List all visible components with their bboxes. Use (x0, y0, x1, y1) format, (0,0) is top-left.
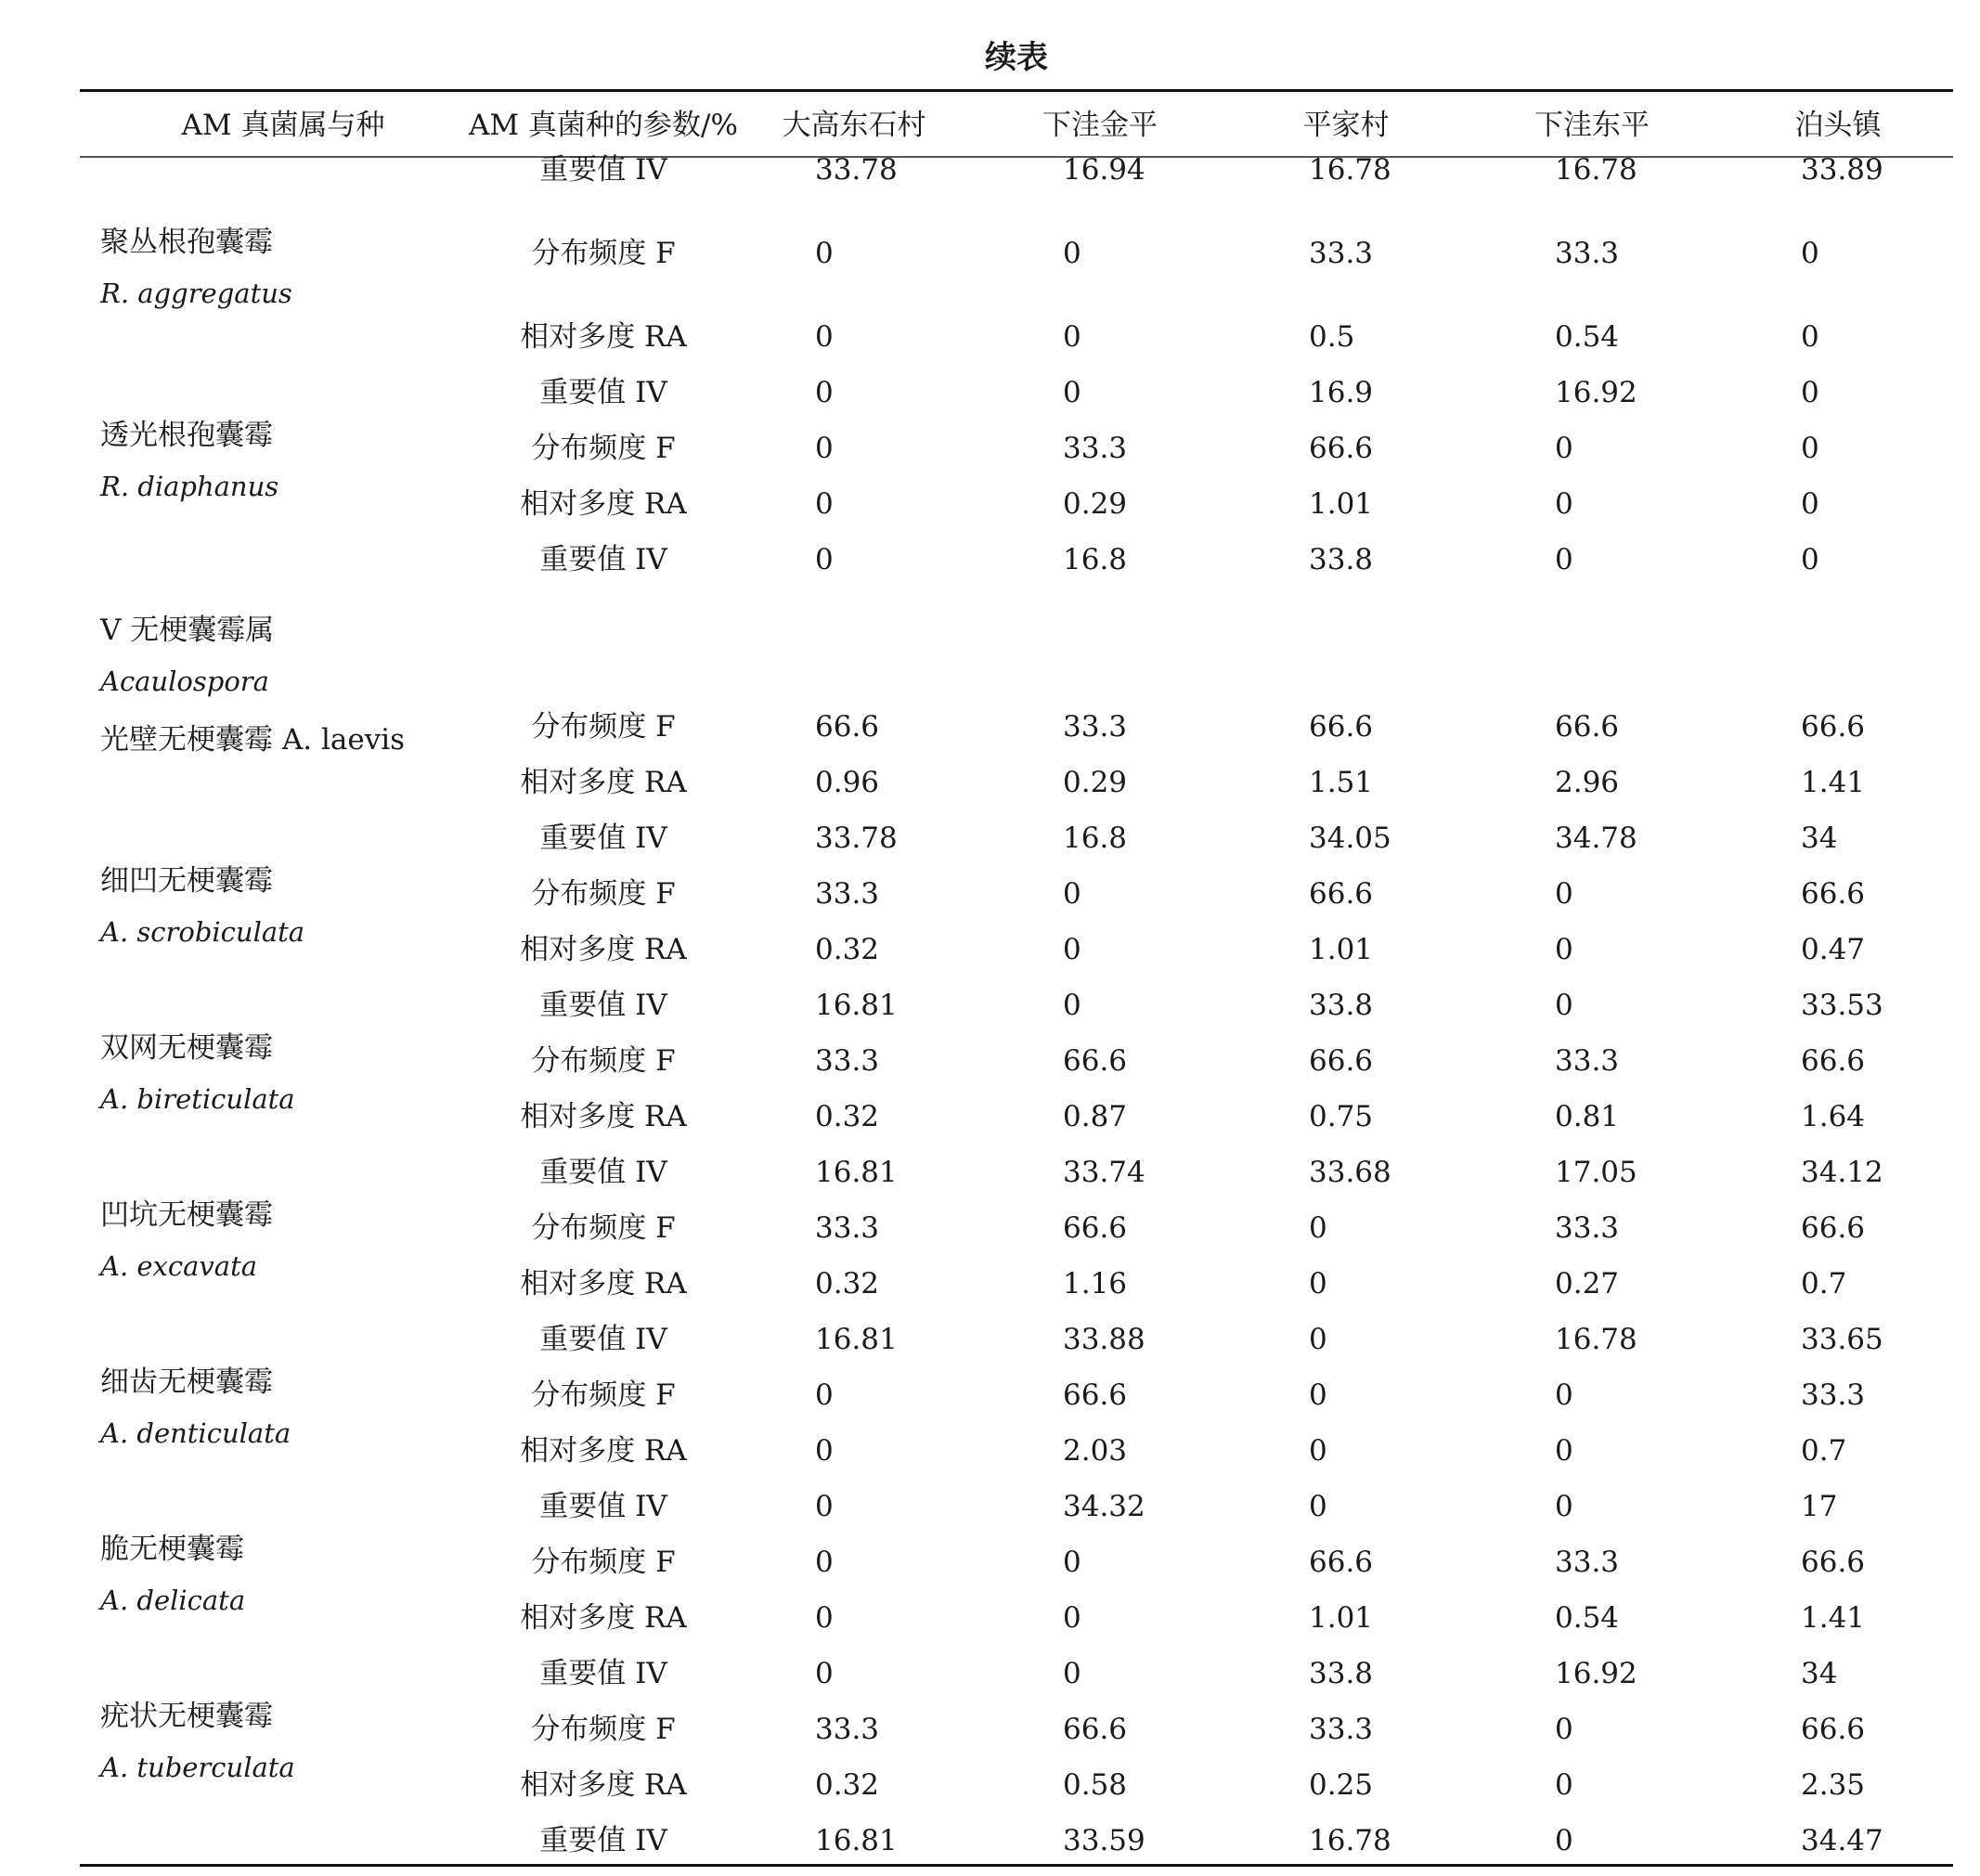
table-cell-value: 1.01 (1309, 487, 1374, 521)
table-title: 续表 (985, 39, 1048, 76)
table-cell-value: 0 (815, 487, 834, 521)
bottom-rule (80, 1864, 1953, 1867)
table-cell-value: 0.54 (1555, 320, 1620, 354)
table-cell-value: 33.89 (1801, 153, 1883, 187)
parameter-label: 分布频度 F (531, 432, 676, 465)
table-cell-value: 34.32 (1063, 1490, 1145, 1523)
parameter-label: 重要值 IV (539, 1156, 667, 1189)
table-cell-value: 33.3 (1063, 710, 1128, 744)
table-cell-value: 16.78 (1309, 1824, 1391, 1857)
table-cell-value: 0 (1555, 1434, 1573, 1468)
table-cell-value: 17.05 (1555, 1156, 1637, 1189)
parameter-label: 相对多度 RA (520, 487, 687, 521)
column-header: 大高东石村 (782, 109, 926, 142)
table-cell-value: 33.3 (1555, 1211, 1620, 1245)
table-cell-value: 33.3 (1063, 432, 1128, 465)
table-cell-value: 16.81 (815, 1156, 898, 1189)
table-cell-value: 33.78 (815, 153, 898, 187)
column-header: AM 真菌属与种 (181, 109, 385, 142)
species-latin-name: A. scrobiculata (100, 916, 305, 948)
species-latin-name: A. delicata (100, 1585, 246, 1616)
parameter-label: 分布频度 F (531, 1713, 676, 1746)
table-cell-value: 2.03 (1063, 1434, 1128, 1468)
species-latin-name: Acaulospora (100, 666, 269, 697)
species-name: 光壁无梗囊霉 A. laevis (100, 723, 406, 757)
table-cell-value: 16.81 (815, 989, 898, 1022)
table-cell-value: 33.3 (815, 1211, 880, 1245)
parameter-label: 相对多度 RA (520, 1267, 687, 1300)
table-cell-value: 0.29 (1063, 766, 1128, 799)
table-cell-value: 0 (1555, 487, 1573, 521)
column-header: AM 真菌种的参数/% (469, 109, 738, 142)
table-cell-value: 33.3 (1801, 1378, 1866, 1412)
species-latin-name: R. aggregatus (100, 278, 292, 309)
species-latin-name: A. excavata (100, 1250, 258, 1282)
parameter-label: 重要值 IV (539, 989, 667, 1022)
table-cell-value: 0.32 (815, 1100, 880, 1133)
table-cell-value: 0.75 (1309, 1100, 1374, 1133)
species-name: V 无梗囊霉属 (100, 614, 275, 647)
table-cell-value: 0.81 (1555, 1100, 1620, 1133)
column-header: 下洼东平 (1534, 109, 1650, 142)
table-cell-value: 0 (1801, 237, 1819, 270)
table-cell-value: 66.6 (1309, 710, 1374, 744)
table-cell-value: 16.8 (1063, 543, 1128, 576)
table-cell-value: 33.65 (1801, 1323, 1883, 1356)
table-cell-value: 0.32 (815, 933, 880, 966)
table-cell-value: 34 (1801, 822, 1838, 855)
table-cell-value: 1.64 (1801, 1100, 1866, 1133)
table-cell-value: 0 (1555, 1378, 1573, 1412)
table-cell-value: 1.01 (1309, 1601, 1374, 1635)
table-cell-value: 0 (815, 432, 834, 465)
table-cell-value: 16.94 (1063, 153, 1145, 187)
table-cell-value: 0 (1555, 543, 1573, 576)
table-cell-value: 0.7 (1801, 1267, 1847, 1300)
table-cell-value: 0.7 (1801, 1434, 1847, 1468)
table-cell-value: 0 (1309, 1323, 1327, 1356)
table-cell-value: 0 (1801, 376, 1819, 409)
species-latin-name: A. denticulata (100, 1417, 291, 1449)
table-cell-value: 1.16 (1063, 1267, 1128, 1300)
table-cell-value: 33.3 (815, 877, 880, 911)
table-cell-value: 66.6 (1309, 432, 1374, 465)
parameter-label: 重要值 IV (539, 1323, 667, 1356)
table-cell-value: 34.78 (1555, 822, 1637, 855)
table-cell-value: 0 (1063, 320, 1081, 354)
table-cell-value: 33.3 (1555, 1044, 1620, 1078)
table-cell-value: 0 (1555, 1768, 1573, 1802)
table-cell-value: 66.6 (1801, 877, 1866, 911)
table-cell-value: 33.8 (1309, 989, 1374, 1022)
table-cell-value: 0.58 (1063, 1768, 1128, 1802)
parameter-label: 分布频度 F (531, 1211, 676, 1245)
species-name: 疣状无梗囊霉 (100, 1700, 273, 1733)
table-cell-value: 0.96 (815, 766, 880, 799)
table-cell-value: 0 (1801, 543, 1819, 576)
species-latin-name: A. tuberculata (100, 1752, 295, 1783)
table-cell-value: 16.78 (1555, 1323, 1637, 1356)
table-cell-value: 16.78 (1309, 153, 1391, 187)
species-latin-name: R. diaphanus (100, 471, 279, 502)
parameter-label: 重要值 IV (539, 376, 667, 409)
parameter-label: 相对多度 RA (520, 933, 687, 966)
table-cell-value: 34.05 (1309, 822, 1391, 855)
table-cell-value: 2.96 (1555, 766, 1620, 799)
table-cell-value: 0 (1063, 1546, 1081, 1579)
table-cell-value: 0 (815, 543, 834, 576)
table-cell-value: 33.3 (1309, 237, 1374, 270)
table-cell-value: 1.01 (1309, 933, 1374, 966)
table-cell-value: 0 (1555, 1490, 1573, 1523)
species-name: 细齿无梗囊霉 (100, 1365, 273, 1399)
table-cell-value: 33.78 (815, 822, 898, 855)
table-cell-value: 1.51 (1309, 766, 1374, 799)
table-cell-value: 16.9 (1309, 376, 1374, 409)
table-cell-value: 33.59 (1063, 1824, 1145, 1857)
parameter-label: 重要值 IV (539, 153, 667, 187)
parameter-label: 相对多度 RA (520, 1434, 687, 1468)
table-cell-value: 66.6 (1555, 710, 1620, 744)
parameter-label: 分布频度 F (531, 1546, 676, 1579)
table-cell-value: 0 (1555, 877, 1573, 911)
parameter-label: 分布频度 F (531, 877, 676, 911)
table-cell-value: 66.6 (1801, 1044, 1866, 1078)
table-cell-value: 34 (1801, 1657, 1838, 1690)
species-name: 双网无梗囊霉 (100, 1031, 273, 1065)
table-cell-value: 33.74 (1063, 1156, 1145, 1189)
table-cell-value: 0 (1801, 487, 1819, 521)
top-rule (80, 89, 1953, 92)
species-name: 凹坑无梗囊霉 (100, 1198, 273, 1232)
table-cell-value: 0.25 (1309, 1768, 1374, 1802)
table-cell-value: 0 (1555, 1824, 1573, 1857)
parameter-label: 相对多度 RA (520, 1100, 687, 1133)
parameter-label: 重要值 IV (539, 1824, 667, 1857)
table-cell-value: 33.3 (815, 1044, 880, 1078)
table-cell-value: 0 (1309, 1378, 1327, 1412)
species-name: 脆无梗囊霉 (100, 1533, 244, 1566)
table-cell-value: 66.6 (1309, 877, 1374, 911)
parameter-label: 分布频度 F (531, 710, 676, 744)
table-cell-value: 0 (1063, 1601, 1081, 1635)
table-cell-value: 0 (1063, 989, 1081, 1022)
parameter-label: 重要值 IV (539, 1490, 667, 1523)
table-cell-value: 0 (1801, 320, 1819, 354)
table-cell-value: 34.47 (1801, 1824, 1883, 1857)
table-cell-value: 0 (1309, 1490, 1327, 1523)
table-cell-value: 66.6 (1063, 1044, 1128, 1078)
table-cell-value: 0 (1063, 1657, 1081, 1690)
parameter-label: 相对多度 RA (520, 320, 687, 354)
table-cell-value: 0 (1801, 432, 1819, 465)
table-cell-value: 0 (1063, 933, 1081, 966)
table-cell-value: 33.53 (1801, 989, 1883, 1022)
table-cell-value: 0 (1309, 1267, 1327, 1300)
table-cell-value: 0.54 (1555, 1601, 1620, 1635)
table-cell-value: 0.5 (1309, 320, 1355, 354)
table-cell-value: 0 (815, 1378, 834, 1412)
table-cell-value: 66.6 (1801, 1546, 1866, 1579)
table-cell-value: 0 (1063, 376, 1081, 409)
table-cell-value: 66.6 (1801, 1713, 1866, 1746)
table-cell-value: 33.68 (1309, 1156, 1391, 1189)
table-cell-value: 0 (1063, 237, 1081, 270)
table-cell-value: 16.81 (815, 1824, 898, 1857)
table-cell-value: 33.3 (1555, 237, 1620, 270)
parameter-label: 分布频度 F (531, 1044, 676, 1078)
table-cell-value: 16.92 (1555, 376, 1637, 409)
column-header: 泊头镇 (1794, 109, 1882, 142)
table-cell-value: 66.6 (815, 710, 880, 744)
table-cell-value: 0.87 (1063, 1100, 1128, 1133)
table-cell-value: 1.41 (1801, 766, 1866, 799)
species-name: 细凹无梗囊霉 (100, 864, 273, 898)
table-cell-value: 0 (815, 1657, 834, 1690)
table-cell-value: 66.6 (1063, 1378, 1128, 1412)
table-cell-value: 0.32 (815, 1768, 880, 1802)
species-latin-name: A. bireticulata (100, 1083, 295, 1115)
table-cell-value: 33.88 (1063, 1323, 1145, 1356)
table-cell-value: 16.78 (1555, 153, 1637, 187)
table-cell-value: 0.32 (815, 1267, 880, 1300)
table-cell-value: 0 (815, 1434, 834, 1468)
table-cell-value: 0 (1555, 432, 1573, 465)
table-cell-value: 0.27 (1555, 1267, 1620, 1300)
species-name: 透光根孢囊霉 (100, 419, 273, 452)
parameter-label: 重要值 IV (539, 543, 667, 576)
table-cell-value: 16.8 (1063, 822, 1128, 855)
column-header: 下洼金平 (1042, 109, 1158, 142)
table-cell-value: 0 (1309, 1211, 1327, 1245)
table-cell-value: 1.41 (1801, 1601, 1866, 1635)
parameter-label: 相对多度 RA (520, 1768, 687, 1802)
table-cell-value: 0 (1309, 1434, 1327, 1468)
table-cell-value: 66.6 (1063, 1211, 1128, 1245)
parameter-label: 重要值 IV (539, 1657, 667, 1690)
table-cell-value: 0 (815, 320, 834, 354)
table-cell-value: 33.8 (1309, 1657, 1374, 1690)
table-cell-value: 0 (1555, 1713, 1573, 1746)
table-cell-value: 66.6 (1309, 1044, 1374, 1078)
parameter-label: 相对多度 RA (520, 1601, 687, 1635)
table-cell-value: 33.3 (1555, 1546, 1620, 1579)
header-rule (80, 156, 1953, 158)
table-cell-value: 16.92 (1555, 1657, 1637, 1690)
table-cell-value: 33.3 (815, 1713, 880, 1746)
table-cell-value: 34.12 (1801, 1156, 1883, 1189)
parameter-label: 相对多度 RA (520, 766, 687, 799)
table-cell-value: 17 (1801, 1490, 1838, 1523)
column-header: 平家村 (1302, 109, 1390, 142)
table-cell-value: 66.6 (1309, 1546, 1374, 1579)
table-cell-value: 0 (1555, 989, 1573, 1022)
table-cell-value: 66.6 (1801, 1211, 1866, 1245)
table-cell-value: 0 (815, 1546, 834, 1579)
parameter-label: 重要值 IV (539, 822, 667, 855)
table-cell-value: 0 (1555, 933, 1573, 966)
table-cell-value: 2.35 (1801, 1768, 1866, 1802)
table-cell-value: 66.6 (1801, 710, 1866, 744)
table-cell-value: 0 (815, 376, 834, 409)
table-cell-value: 33.3 (1309, 1713, 1374, 1746)
table-cell-value: 0 (815, 1490, 834, 1523)
table-cell-value: 0 (1063, 877, 1081, 911)
table-cell-value: 0.47 (1801, 933, 1866, 966)
table-cell-value: 0.29 (1063, 487, 1128, 521)
species-name: 聚丛根孢囊霉 (100, 226, 273, 259)
table-cell-value: 16.81 (815, 1323, 898, 1356)
table-cell-value: 33.8 (1309, 543, 1374, 576)
table-cell-value: 0 (815, 1601, 834, 1635)
parameter-label: 分布频度 F (531, 237, 676, 270)
table-cell-value: 66.6 (1063, 1713, 1128, 1746)
table-cell-value: 0 (815, 237, 834, 270)
parameter-label: 分布频度 F (531, 1378, 676, 1412)
